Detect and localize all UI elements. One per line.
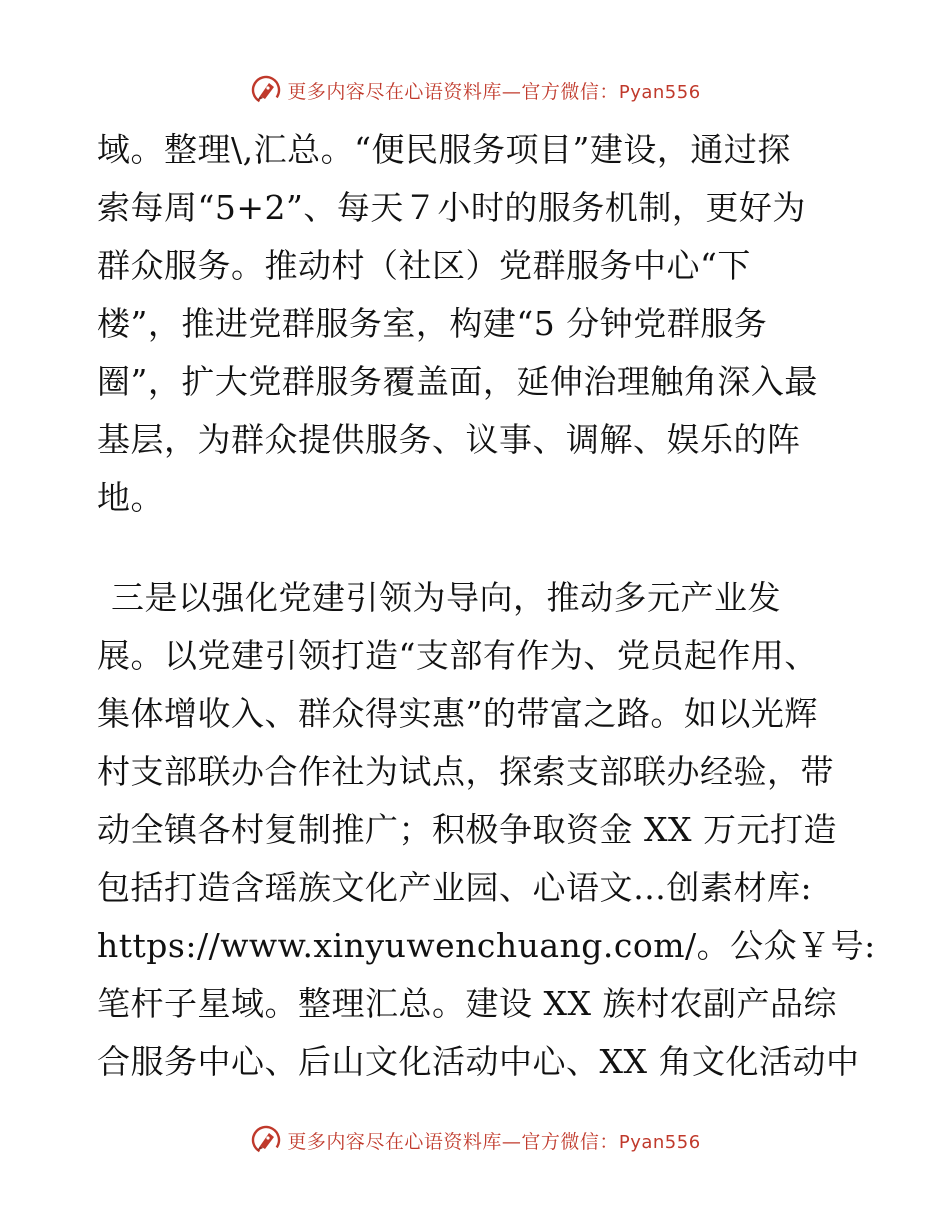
pen-nib-logo-icon [249, 1123, 283, 1157]
text-line: 合服务中心、后山文化活动中心、XX 角文化活动中 [97, 1042, 860, 1081]
paragraph-2 [97, 569, 876, 1091]
text-line: 包括打造含瑶族文化产业园、心语文…创素材库: [97, 868, 813, 907]
paragraph-1 [97, 121, 857, 527]
text-line: 基层，为群众提供服务、议事、调解、娱乐的阵 [97, 420, 801, 459]
footer-watermark [0, 1120, 950, 1160]
header-brand-text: 更多内容尽在心语资料库—官方微信：Pyan556 [287, 80, 701, 103]
header-brand [249, 73, 700, 107]
text-line: 动全镇各村复制推广；积极争取资金 XX 万元打造 [97, 810, 837, 849]
footer-wechat-handle: Pyan556 [618, 1131, 701, 1153]
text-line: 地。 [97, 478, 164, 517]
paragraph-spacer [97, 527, 857, 569]
text-line: 笔杆子星域。整理汇总。建设 XX 族村农副产品综 [97, 984, 837, 1023]
footer-brand-text: 更多内容尽在心语资料库—官方微信：Pyan556 [287, 1130, 701, 1153]
text-line: 村支部联办合作社为试点，探索支部联办经验，带 [97, 752, 834, 791]
document-body [97, 121, 876, 1091]
text-line: https://www.xinyuwenchuang.com/。公众￥号: [97, 926, 876, 965]
header-watermark [0, 70, 950, 110]
text-line: 群众服务。推动村（社区）党群服务中心“下 [97, 246, 751, 285]
text-line: 展。以党建引领打造“支部有作为、党员起作用、 [97, 636, 818, 675]
text-line: 圈”，扩大党群服务覆盖面，延伸治理触角深入最 [97, 362, 818, 401]
text-line: 楼”，推进党群服务室，构建“5 分钟党群服务 [97, 304, 768, 343]
text-line: 三是以强化党建引领为导向，推动多元产业发 [111, 578, 781, 617]
header-wechat-handle: Pyan556 [618, 81, 701, 103]
text-line: 集体增收入、群众得实惠”的带富之路。如以光辉 [97, 694, 818, 733]
pen-nib-logo-icon [249, 73, 283, 107]
text-line: 索每周“5+2”、每天７小时的服务机制，更好为 [97, 188, 806, 227]
footer-brand [249, 1123, 700, 1157]
text-line: 域。整理\,汇总。“便民服务项目”建设，通过探 [97, 130, 791, 169]
